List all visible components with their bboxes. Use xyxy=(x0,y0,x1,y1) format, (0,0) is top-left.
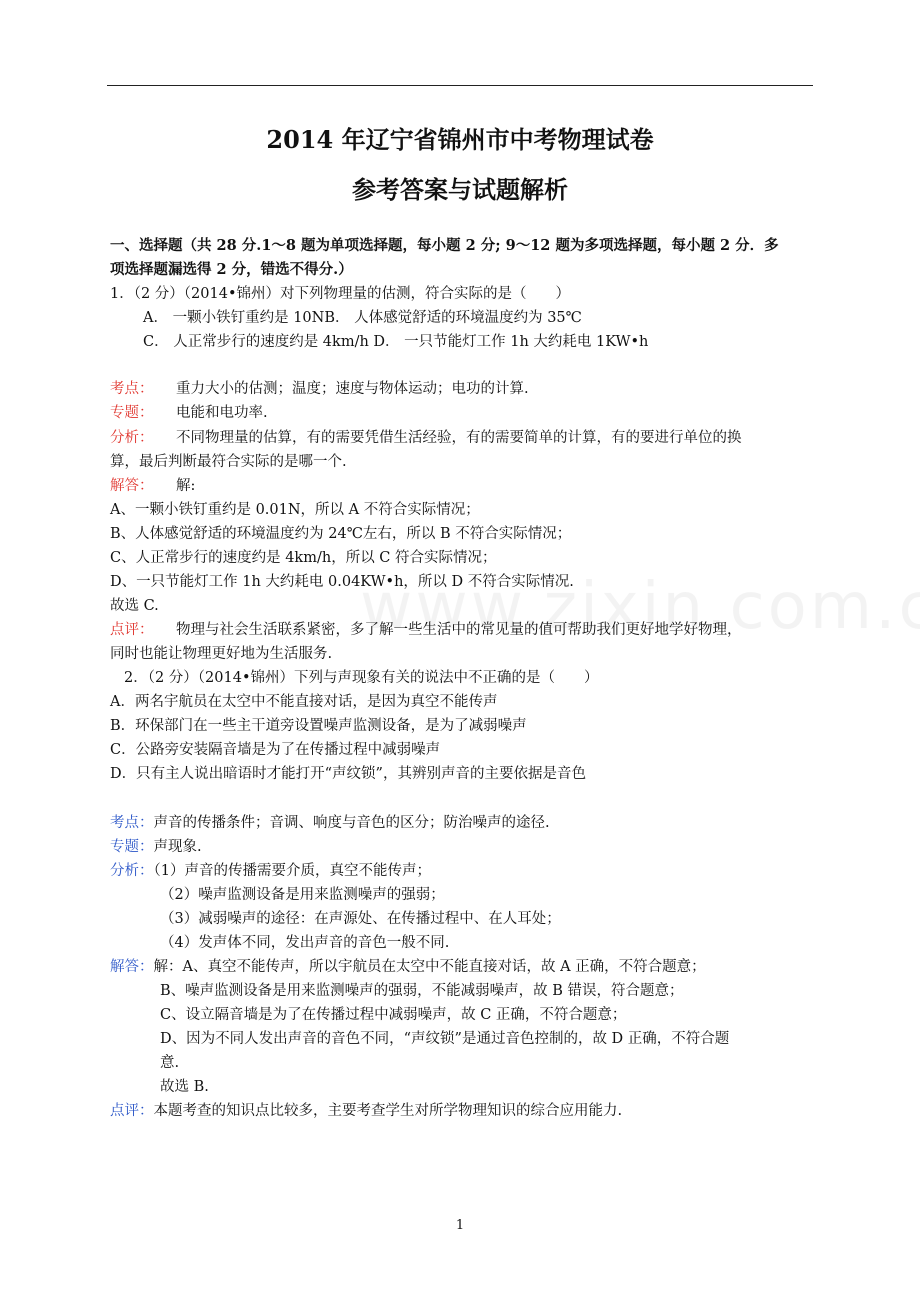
q1-zhuanti-text: 电能和电功率. xyxy=(176,405,268,421)
q2-fenxi-row xyxy=(110,861,431,881)
q1-fenxi-text1: 不同物理量的估算，有的需要凭借生活经验，有的需要简单的计算，有的要进行单位的换 xyxy=(176,430,742,446)
q1-dianping-text1: 物理与社会生活联系紧密，多了解一些生活中的常见量的值可帮助我们更好地学好物理， xyxy=(176,622,742,638)
q1-choice: 故选 C. xyxy=(110,598,159,614)
q1-dianping-label: 点评： xyxy=(110,622,154,638)
q1-dianping-row xyxy=(110,620,742,640)
q2-jieda-text5: 意. xyxy=(160,1055,180,1071)
q1-fenxi-label: 分析： xyxy=(110,430,154,446)
q1-fenxi-text2: 算，最后判断最符合实际的是哪一个. xyxy=(110,454,347,470)
q1-dianping-text2: 同时也能让物理更好地为生活服务. xyxy=(110,646,333,662)
q1-kaodian-row xyxy=(110,379,529,399)
q2-zhuanti-label: 专题： xyxy=(110,839,154,855)
section-heading-line2: 项选择题漏选得 2 分，错选不得分.） xyxy=(110,261,353,278)
q2-jieda-text1: 解：A、真空不能传声，所以宇航员在太空中不能直接对话，故 A 正确，不符合题意； xyxy=(153,959,706,975)
q2-fenxi-text2: （2）噪声监测设备是用来监测噪声的强弱； xyxy=(160,887,445,903)
q2-dianping-row xyxy=(110,1101,622,1121)
q2-option-c: C．公路旁安装隔音墙是为了在传播过程中减弱噪声 xyxy=(110,742,441,758)
q1-jieda-label: 解答： xyxy=(110,478,154,494)
q2-jieda-text4: D、因为不同人发出声音的音色不同，“声纹锁”是通过音色控制的，故 D 正确，不符合题 xyxy=(160,1031,730,1047)
q2-kaodian-text: 声音的传播条件；音调、响度与音色的区分；防治噪声的途径. xyxy=(153,815,550,831)
q2-fenxi-label: 分析： xyxy=(110,863,154,879)
q1-answer-d: D、一只节能灯工作 1h 大约耗电 0.04KW•h，所以 D 不符合实际情况. xyxy=(110,574,574,590)
page-number: 1 xyxy=(455,1218,465,1233)
q1-jieda-row xyxy=(110,476,195,496)
q2-jieda-label: 解答： xyxy=(110,959,154,975)
q1-jieda-text: 解: xyxy=(176,478,196,494)
q1-stem: 1．（2 分）（2014•锦州）对下列物理量的估测，符合实际的是（ ） xyxy=(110,286,571,302)
section-heading-line1: 一、选择题（共 28 分.1～8 题为单项选择题，每小题 2 分; 9～12 题为多项选择题，每小题 2 分．多 xyxy=(110,237,779,254)
q2-dianping-label: 点评： xyxy=(110,1103,154,1119)
q1-answer-b: B、人体感觉舒适的环境温度约为 24℃左右，所以 B 不符合实际情况； xyxy=(110,526,572,542)
q1-zhuanti-row xyxy=(110,403,268,423)
q1-options-ab: A． 一颗小铁钉重约是 10NB． 人体感觉舒适的环境温度约为 35℃ xyxy=(143,310,582,326)
q2-jieda-text2: B、噪声监测设备是用来监测噪声的强弱，不能减弱噪声，故 B 错误，符合题意； xyxy=(160,983,684,999)
q1-fenxi-row xyxy=(110,428,742,448)
q1-answer-a: A、一颗小铁钉重约是 0.01N，所以 A 不符合实际情况； xyxy=(110,502,480,518)
document-subtitle: 参考答案与试题解析 xyxy=(352,175,568,204)
q1-kaodian-label: 考点： xyxy=(110,381,154,397)
q2-fenxi-text3: （3）减弱噪声的途径：在声源处、在传播过程中、在人耳处； xyxy=(160,911,561,927)
header-rule xyxy=(107,85,813,86)
q2-jieda-text3: C、设立隔音墙是为了在传播过程中减弱噪声，故 C 正确，不符合题意； xyxy=(160,1007,627,1023)
q1-options-cd: C． 人正常步行的速度约是 4km/h D． 一只节能灯工作 1h 大约耗电 1KW•h xyxy=(143,334,649,350)
q2-kaodian-label: 考点： xyxy=(110,815,154,831)
q2-kaodian-row xyxy=(110,813,550,833)
q2-choice: 故选 B. xyxy=(160,1079,209,1095)
q1-kaodian-text: 重力大小的估测；温度；速度与物体运动；电功的计算. xyxy=(176,381,529,397)
q1-zhuanti-label: 专题： xyxy=(110,405,154,421)
q2-dianping-text: 本题考查的知识点比较多，主要考查学生对所学物理知识的综合应用能力. xyxy=(153,1103,623,1119)
q2-option-b: B．环保部门在一些主干道旁设置噪声监测设备，是为了减弱噪声 xyxy=(110,718,527,734)
q2-jieda-row xyxy=(110,957,706,977)
q1-answer-c: C、人正常步行的速度约是 4km/h，所以 C 符合实际情况； xyxy=(110,550,497,566)
q2-option-d: D．只有主人说出暗语时才能打开“声纹锁”，其辨别声音的主要依据是音色 xyxy=(110,766,586,782)
q2-fenxi-text4: （4）发声体不同，发出声音的音色一般不同. xyxy=(160,935,450,951)
q2-fenxi-text1: （1）声音的传播需要介质，真空不能传声； xyxy=(153,863,431,879)
q2-zhuanti-text: 声现象. xyxy=(153,839,202,855)
document-title: 2014 年辽宁省锦州市中考物理试卷 xyxy=(266,125,654,154)
q2-option-a: A．两名宇航员在太空中不能直接对话，是因为真空不能传声 xyxy=(110,694,498,710)
q2-stem: 2．（2 分）（2014•锦州）下列与声现象有关的说法中不正确的是（ ） xyxy=(124,670,599,686)
q2-zhuanti-row xyxy=(110,837,202,857)
